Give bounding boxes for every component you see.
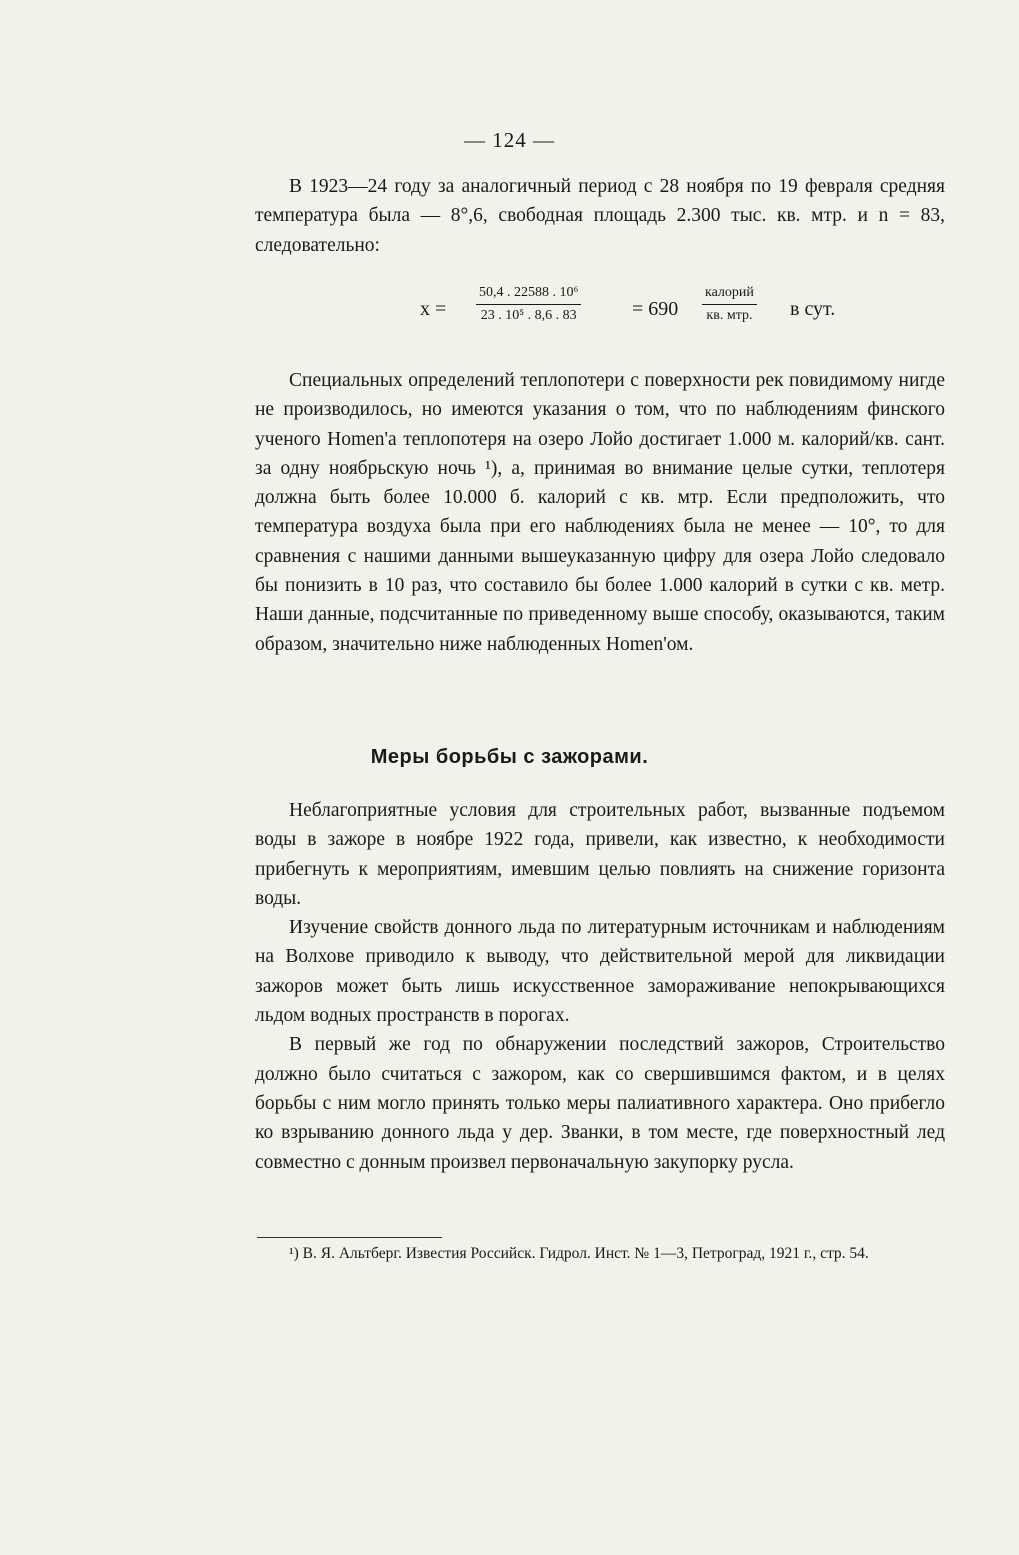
paragraph-3: Неблагоприятные условия для строительных работ, вызванные подъемом воды в зажоре в ноябре 1922 года, привели, как известно, к необходимости прибегнуть к мероприятиям, имевшим целью повлиять на снижение горизонта воды. — [255, 800, 945, 909]
unit-numerator: калорий — [702, 284, 757, 305]
formula-fraction — [476, 284, 581, 325]
formula-suffix: в сут. — [790, 298, 836, 320]
unit-denominator: кв. мтр. — [706, 308, 753, 323]
paragraph-4: Изучение свойств донного льда по литературным источникам и наблюдениям на Волхове приводило к выводу, что действительной мерой для ликвидации зажоров может быть лишь искусственное замораживание непокрывающихся льдом водных пространств в порогах. — [255, 917, 945, 1027]
paragraph-2-block — [255, 366, 945, 659]
footnote: ¹) В. Я. Альтберг. Известия Российск. Гидрол. Инст. № 1—3, Петроград, 1921 г., стр. 54. — [289, 1245, 869, 1262]
section-body — [255, 796, 945, 1177]
footnote-divider — [257, 1237, 442, 1238]
formula-denominator: 23 . 10⁵ . 8,6 . 83 — [480, 308, 577, 323]
paragraph-2: Специальных определений теплопотери с поверхности рек повидимому нигде не производилось, но имеются указания о том, что по наблюдениям финского ученого Homen'а теплопотеря на озеро Лойо достигает 1.000 м. калорий/кв. сант. за одну ноябрьскую ночь ¹), а, принимая во внимание целые сутки, теплотеря должна быть более 10.000 б. калорий с кв. мтр. Если предположить, что температура воздуха была при его наблюдениях была не менее — 10°, то для сравнения с нашими данными вышеуказанную цифру для озера Лойо следовало бы понизить в 10 раз, что составило бы более 1.000 калорий в сутки с кв. метр. Наши данные, подсчитанные по приведенному выше способу, оказываются, таким образом, значительно ниже наблюденных Homen'ом. — [255, 370, 945, 655]
formula-result: = 690 — [632, 298, 679, 320]
formula-lhs: x = — [420, 298, 447, 320]
page-number: — 124 — — [464, 128, 555, 152]
paragraph-1-block — [255, 172, 945, 260]
formula-numerator: 50,4 . 22588 . 10⁶ — [476, 284, 581, 305]
formula-unit — [702, 284, 757, 325]
paragraph-1: В 1923—24 году за аналогичный период с 28 ноября по 19 февраля средняя температура была — 8°,6, свободная площадь 2.300 тыс. кв. мтр. и n = 83, следовательно: — [255, 176, 945, 256]
paragraph-5: В первый же год по обнаружении последствий зажоров, Строительство должно было считаться с зажором, как со свершившимся фактом, и в целях борьбы с ним могло принять только меры палиативного характера. Оно прибегло ко взрыванию донного льда у дер. Званки, в том месте, где поверхностный лед совместно с донным произвел первоначальную закупорку русла. — [255, 1034, 945, 1173]
section-heading: Меры борьбы с зажорами. — [370, 746, 649, 768]
